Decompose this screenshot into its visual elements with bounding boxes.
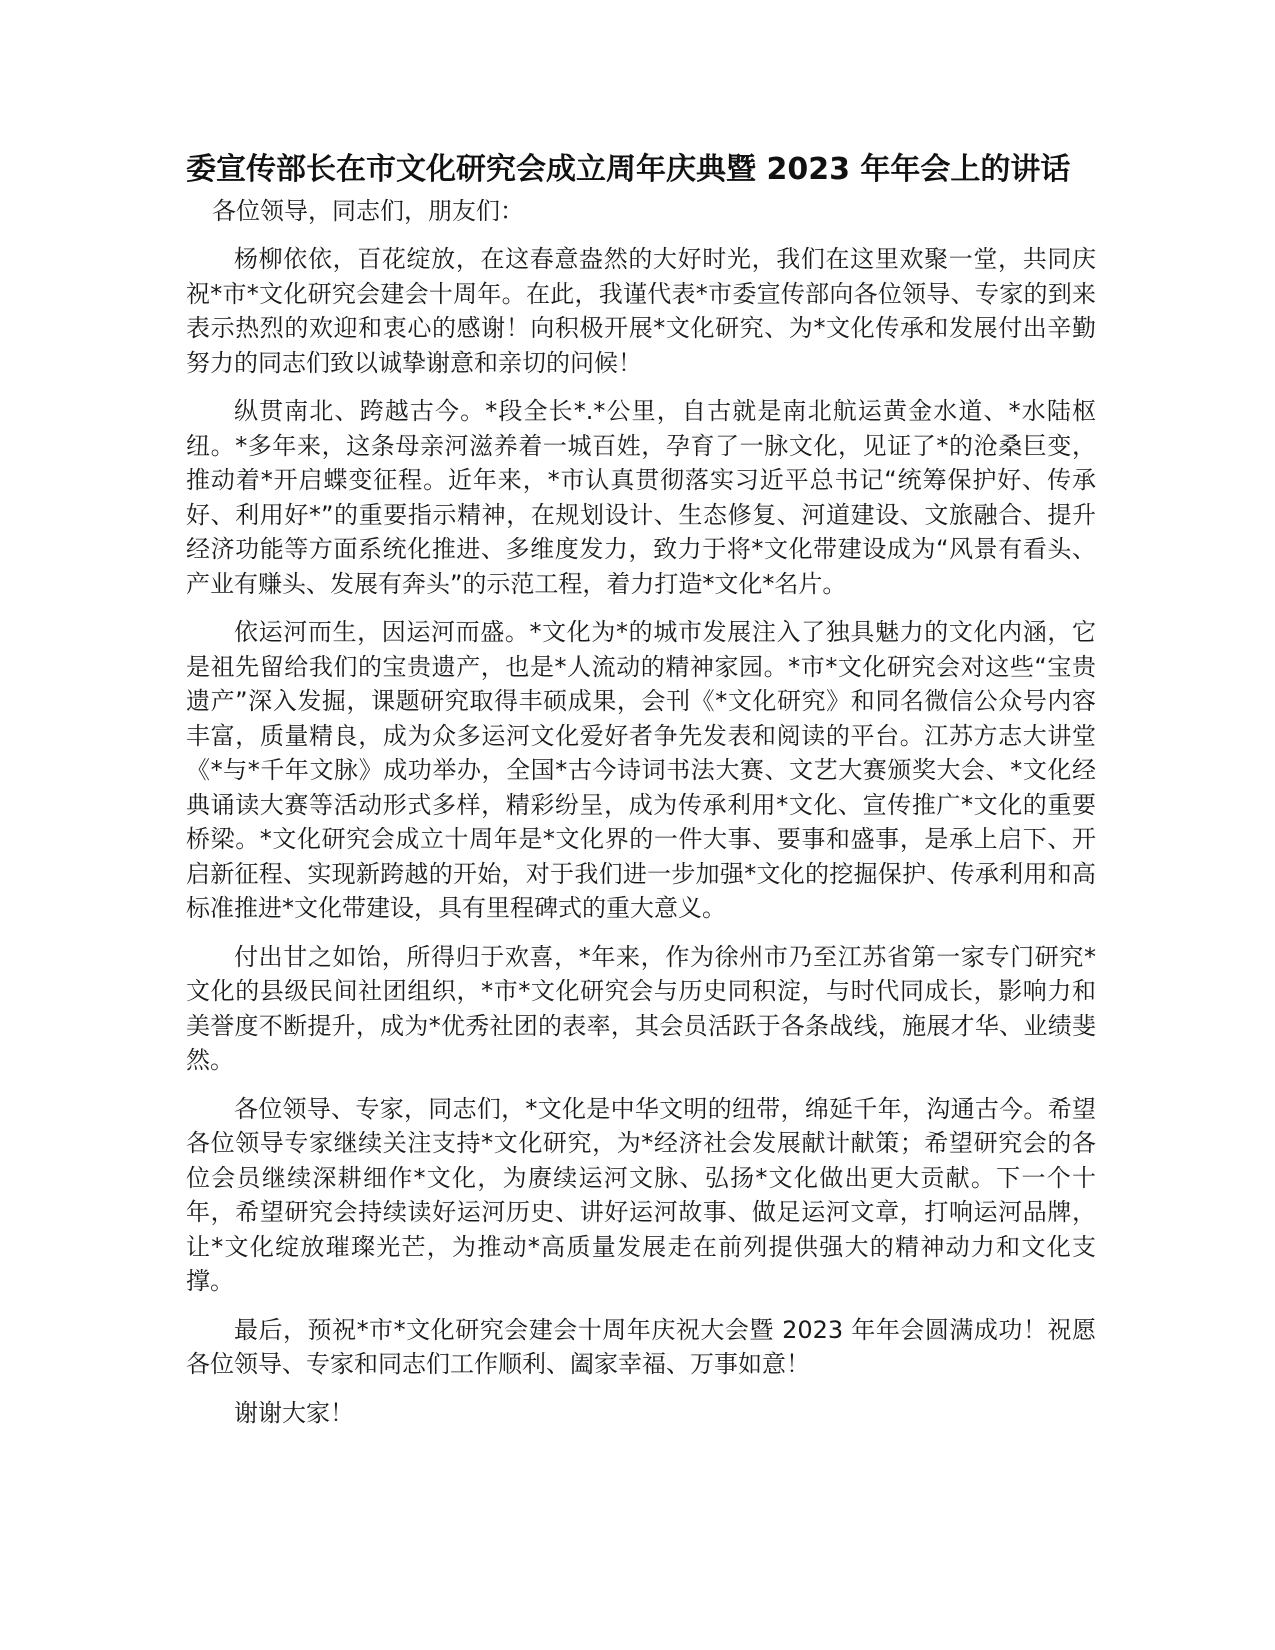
salutation: 各位领导，同志们，朋友们：: [212, 197, 524, 225]
document-title: 委宣传部长在市文化研究会成立周年庆典暨 2023 年年会上的讲话: [186, 152, 1071, 187]
document-page: [186, 148, 1096, 1430]
paragraph-association-growth: 付出甘之如饴，所得归于欢喜，*年来，作为徐州市乃至江苏省第一家专门研究*文化的县级民间社团组织，*市*文化研究会与历史同积淀，与时代同成长，影响力和美誉度不断提升，成为*优秀社团的表率，其会员活跃于各条战线，施展才华、业绩斐然。: [186, 942, 1096, 1074]
paragraph-research-achievements: 依运河而生，因运河而盛。*文化为*的城市发展注入了独具魅力的文化内涵，它是祖先留给我们的宝贵遗产，也是*人流动的精神家园。*市*文化研究会对这些“宝贵遗产”深入发掘，课题研究取得丰硕成果，会刊《*文化研究》和同名微信公众号内容丰富，质量精良，成为众多运河文化爱好者争先发表和阅读的平台。江苏方志大讲堂《*与*千年文脉》成功举办，全国*古今诗词书法大赛、文艺大赛颁奖大会、*文化经典诵读大赛等活动形式多样，精彩纷呈，成为传承利用*文化、宣传推广*文化的重要桥梁。*文化研究会成立十周年是*文化界的一件大事、要事和盛事，是承上启下、开启新征程、实现新跨越的开始，对于我们进一步加强*文化的挖掘保护、传承利用和高标准推进*文化带建设，具有里程碑式的重大意义。: [186, 618, 1096, 922]
paragraph-opening: 杨柳依依，百花绽放，在这春意盎然的大好时光，我们在这里欢聚一堂，共同庆祝*市*文化研究会建会十周年。在此，我谨代表*市委宣传部向各位领导、专家的到来表示热烈的欢迎和衷心的感谢！向积极开展*文化研究、为*文化传承和发展付出辛勤努力的同志们致以诚挚谢意和亲切的问候！: [186, 245, 1096, 377]
closing-thanks: 谢谢大家！: [234, 1398, 354, 1427]
paragraph-hopes: 各位领导、专家，同志们，*文化是中华文明的纽带，绵延千年，沟通古今。希望各位领导专家继续关注支持*文化研究，为*经济社会发展献计献策；希望研究会的各位会员继续深耕细作*文化，为赓续运河文脉、弘扬*文化做出更大贡献。下一个十年，希望研究会持续读好运河历史、讲好运河故事、做足运河文章，打响运河品牌，让*文化绽放璀璨光芒，为推动*高质量发展走在前列提供强大的精神动力和文化支撑。: [186, 1094, 1096, 1295]
paragraph-canal-history: 纵贯南北、跨越古今。*段全长*.*公里，自古就是南北航运黄金水道、*水陆枢纽。*多年来，这条母亲河滋养着一城百姓，孕育了一脉文化，见证了*的沧桑巨变，推动着*开启蝶变征程。近年来，*市认真贯彻落实习近平总书记“统筹保护好、传承好、利用好*”的重要指示精神，在规划设计、生态修复、河道建设、文旅融合、提升经济功能等方面系统化推进、多维度发力，致力于将*文化带建设成为“风景有看头、产业有赚头、发展有奔头”的示范工程，着力打造*文化*名片。: [186, 397, 1096, 598]
paragraph-wishes: 最后，预祝*市*文化研究会建会十周年庆祝大会暨 2023 年年会圆满成功！祝愿各位领导、专家和同志们工作顺利、阖家幸福、万事如意！: [186, 1315, 1096, 1378]
